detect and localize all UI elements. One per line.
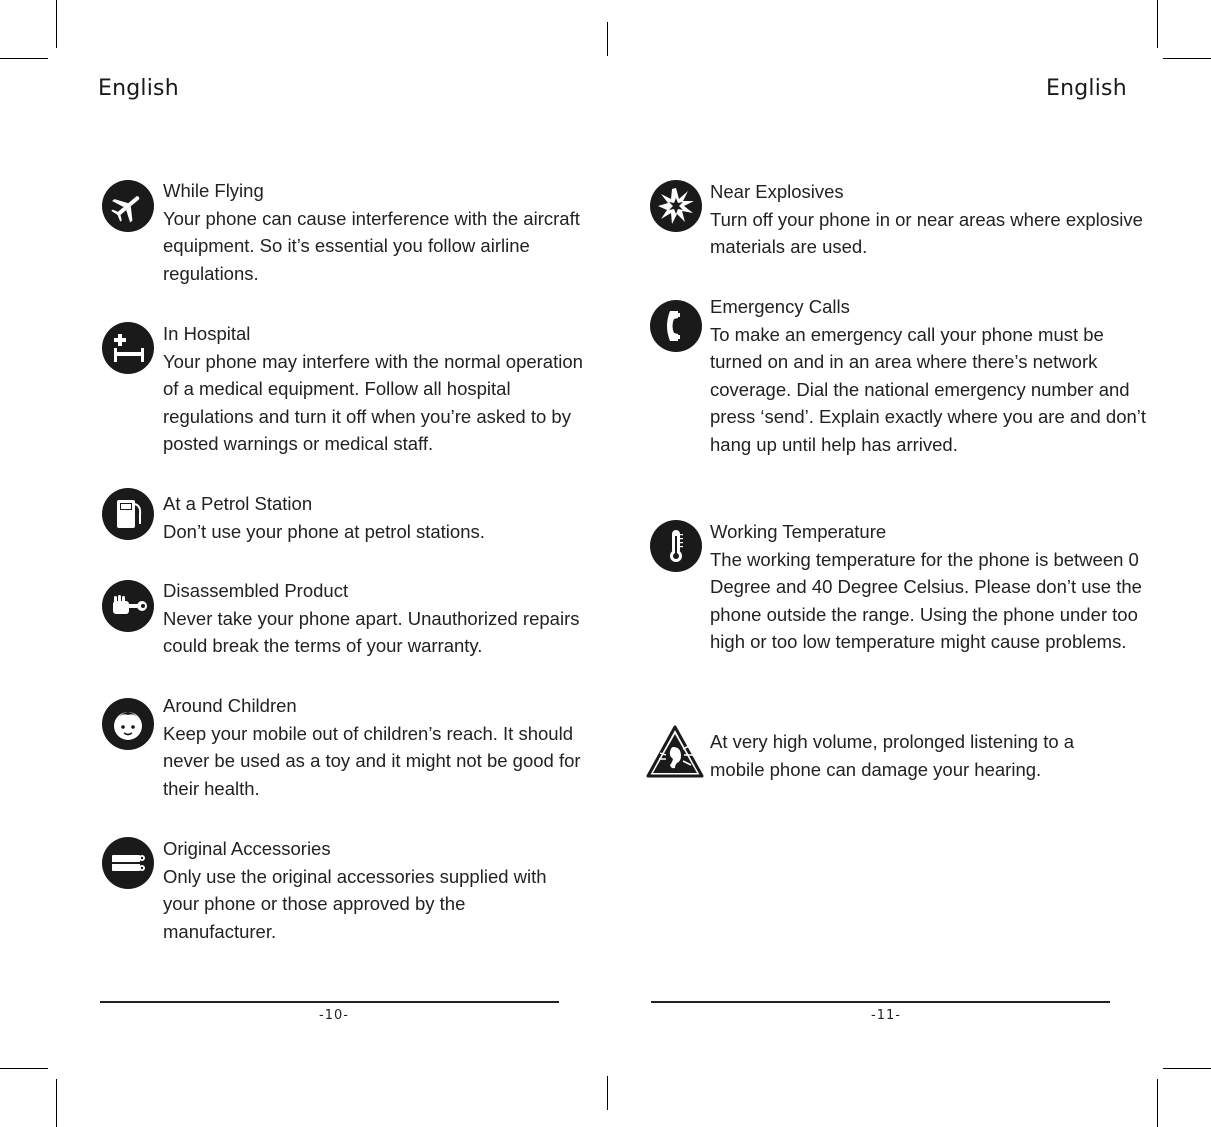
crop-mark — [56, 0, 57, 48]
crop-mark — [607, 1076, 608, 1110]
footer-rule — [100, 1001, 559, 1003]
safety-item-title: At a Petrol Station — [163, 493, 313, 514]
safety-item-title: In Hospital — [163, 323, 251, 344]
safety-item-title: Around Children — [163, 695, 297, 716]
right-page-number: -11- — [871, 1008, 901, 1023]
safety-item-body: At very high volume, prolonged listening to a mobile phone can damage your hearing. — [710, 731, 1075, 780]
left-page-number: -10- — [319, 1008, 349, 1023]
phone-handset-icon — [650, 300, 702, 352]
safety-item-title: Disassembled Product — [163, 580, 349, 601]
petrol-pump-icon — [102, 488, 154, 540]
footer-rule — [651, 1001, 1110, 1003]
safety-item-title: Emergency Calls — [710, 296, 850, 317]
crop-mark — [607, 22, 608, 56]
accessories-icon — [102, 837, 154, 889]
safety-item-text — [710, 178, 1150, 261]
safety-item-body: Turn off your phone in or near areas where explosive materials are used. — [710, 208, 1143, 257]
safety-item-text — [710, 728, 1130, 783]
hospital-bed-icon — [102, 322, 154, 374]
hand-wrench-icon — [102, 580, 154, 632]
safety-item-body: Don’t use your phone at petrol stations. — [163, 520, 485, 542]
safety-item-text — [710, 518, 1150, 656]
crop-mark — [1163, 1068, 1211, 1069]
safety-item-text — [163, 320, 583, 458]
safety-item-title: While Flying — [163, 180, 264, 201]
safety-item-text — [163, 692, 593, 802]
crop-mark — [0, 1068, 48, 1069]
safety-item-body: Your phone may interfere with the normal operation of a medical equipment. Follow all hospital regulations and turn it off when you’re asked to by posted warnings or medical staff. — [163, 350, 583, 454]
crop-mark — [1157, 1079, 1158, 1127]
safety-item-body: Only use the original accessories supplied with your phone or those approved by the manufacturer. — [163, 865, 547, 942]
safety-item-body: Your phone can cause interference with the aircraft equipment. So it’s essential you follow airline regulations. — [163, 207, 580, 284]
safety-item-text — [163, 490, 583, 545]
safety-item-text — [163, 577, 583, 660]
left-page-language: English — [98, 76, 179, 101]
child-face-icon — [102, 698, 154, 750]
safety-item-body: Keep your mobile out of children’s reach. It should never be used as a toy and it might not be good for their health. — [163, 722, 581, 799]
thermometer-icon — [650, 520, 702, 572]
crop-mark — [1163, 58, 1211, 59]
safety-item-text — [163, 835, 583, 945]
safety-item-title: Original Accessories — [163, 838, 331, 859]
safety-item-text — [163, 177, 583, 287]
explosion-icon — [650, 180, 702, 232]
crop-mark — [56, 1079, 57, 1127]
safety-item-body: The working temperature for the phone is between 0 Degree and 40 Degree Celsius. Please don’t use the phone outside the range. Using the phone under too high or too low temperature might cause problems. — [710, 548, 1142, 652]
crop-mark — [1157, 0, 1158, 48]
safety-item-body: To make an emergency call your phone must be turned on and in an area where there’s network coverage. Dial the national emergency number and press ‘send’. Explain exactly where you are and don’t hang up until help has arrived. — [710, 323, 1147, 455]
safety-item-text — [710, 293, 1158, 458]
crop-mark — [0, 58, 48, 59]
right-page-language: English — [1046, 76, 1127, 101]
hearing-warning-icon — [646, 725, 704, 779]
safety-item-title: Near Explosives — [710, 181, 844, 202]
safety-item-title: Working Temperature — [710, 521, 887, 542]
airplane-icon — [102, 180, 154, 232]
safety-item-body: Never take your phone apart. Unauthorized repairs could break the terms of your warranty. — [163, 607, 580, 656]
